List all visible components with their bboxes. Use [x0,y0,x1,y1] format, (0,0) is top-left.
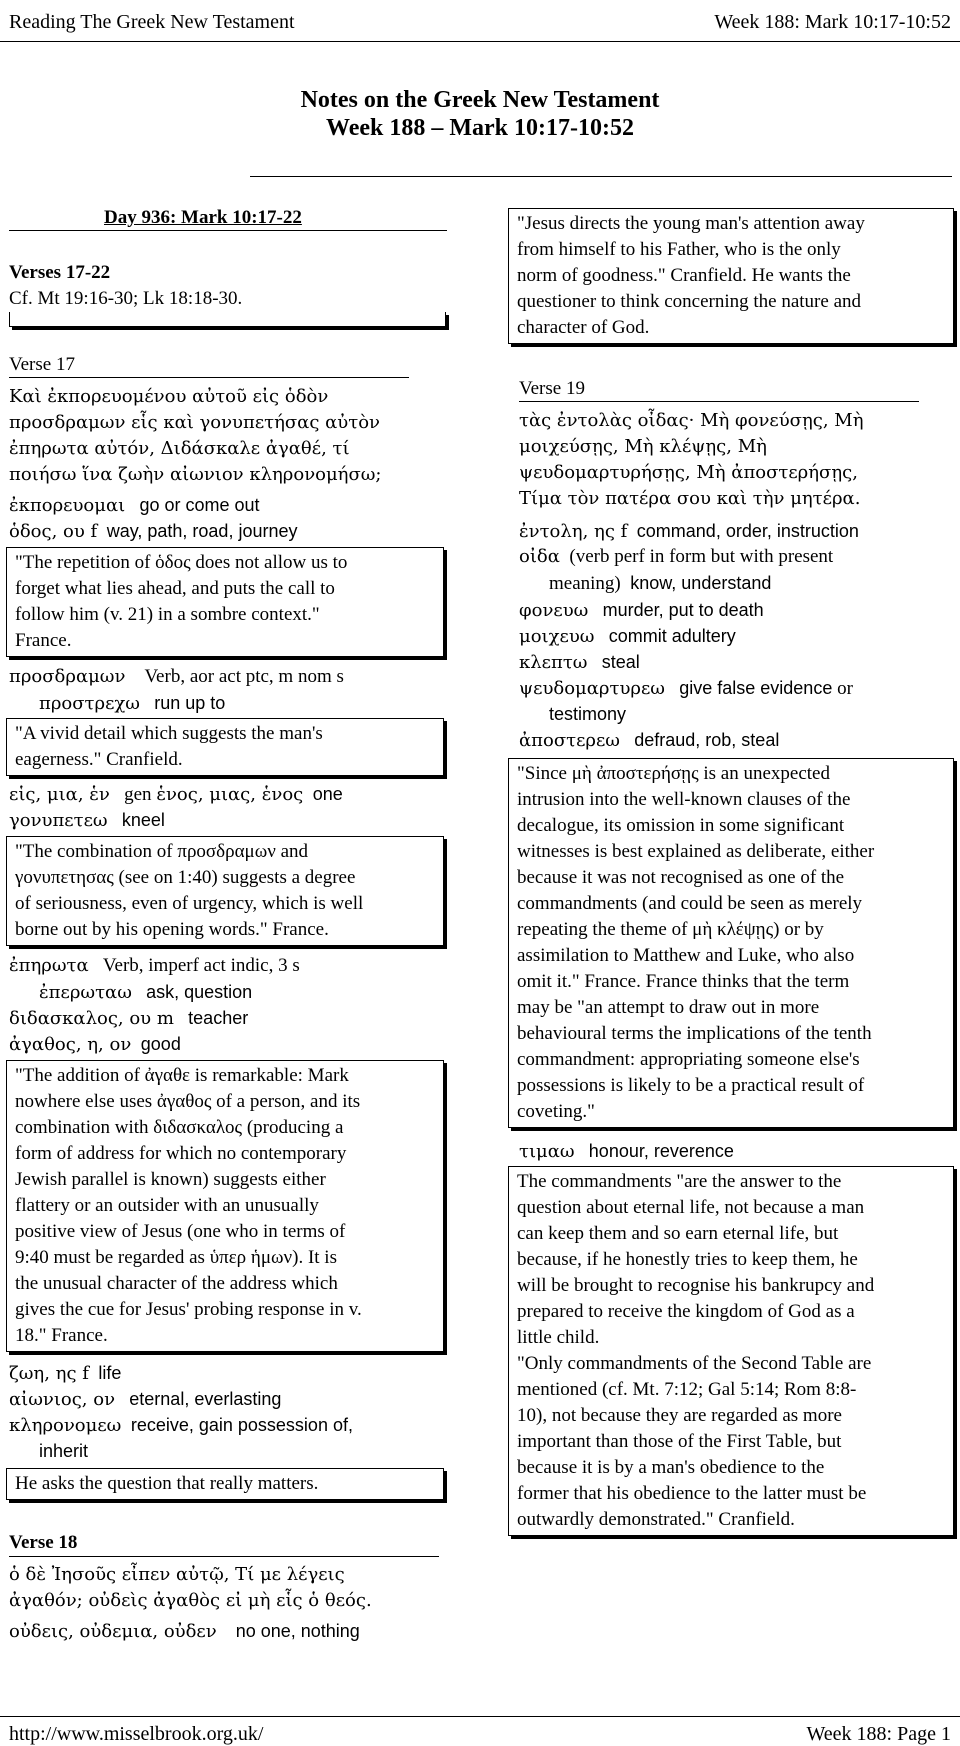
vocab-entry: ἐπερωταω ask, question [39,982,253,1003]
vocab-entry: ἐπηρωτα Verb, imperf act indic, 3 s [9,955,300,976]
vocab-entry: ψευδομαρτυρεω give false evidence or [519,678,853,699]
cf-reference: Cf. Mt 19:16-30; Lk 18:18-30. [9,288,243,309]
vocab-entry: ἐντολη, ης f command, order, instruction [519,521,859,542]
quote-box: The commandments "are the answer to the question about eternal life, not because a man can keep them and so earn eternal life, but because, if he honestly tries to keep them, he will be brought to recognise his bankrupcy and prepared to receive the kingdom of God as a little child. "Only commandments of the Second Table are mentioned (cf. Mt. 7:12; Gal 5:14; Rom 8:8- 10), not because they are regarded as more important than those of the First Table, but because it is by a man's obedience to the former that his obedience to the latter must be outwardly demonstrated." Cranfield. [508,1166,954,1536]
title-line2: Week 188 – Mark 10:17-10:52 [326,115,634,141]
vocab-entry: ὁδος, ου f way, path, road, journey [9,521,298,542]
vocab-entry: testimony [549,704,627,724]
verse17-heading: Verse 17 [9,354,75,375]
vocab-entry: προστρεχω run up to [39,693,226,714]
quote-box: "The repetition of ὁδος does not allow us to forget what lies ahead, and puts the call to follow him (v. 21) in a sombre context." France. [6,547,444,657]
left-column [9,205,449,267]
quote-box: He asks the question that really matters. [6,1468,444,1500]
vocab-entry: τιμαω honour, reverence [519,1141,734,1162]
vocab-entry: meaning) know, understand [549,573,772,594]
vocab-entry: προσδραμων Verb, aor act ptc, m nom s [9,666,344,687]
vocab-entry: ἀγαθος, η, ον good [9,1034,181,1055]
vocab-entry: φονευω murder, put to death [519,600,764,621]
cf-box [9,312,446,327]
vocab-entry: οἰδα (verb perf in form but with present [519,546,834,567]
verse17-rule [9,377,409,378]
title-rule [250,176,952,177]
header-right: Week 188: Mark 10:17-10:52 [714,11,951,33]
quote-box: "The addition of ἀγαθε is remarkable: Mark nowhere else uses ἀγαθος of a person, and its combination with διδασκαλος (producing a form of address for which no contemporary Jewish parallel is known) suggests either flattery or an outsider with an unusually positive view of Jesus (one who in terms of 9:40 must be regarded as ὑπερ ἡμων). It is the unusual character of the address which gives the cue for Jesus' probing response in v. 18." France. [6,1060,444,1352]
vocab-entry: εἱς, μια, ἑν gen ἑνος, μιας, ἑνος one [9,784,343,805]
verse18-rule [9,1556,439,1557]
vocab-entry: κληρονομεω receive, gain possession of, [9,1415,353,1436]
quote-box: "Jesus directs the young man's attention away from himself to his Father, who is the only norm of goodness." Cranfield. He wants the questioner to think concerning the nature and character of God. [508,208,954,344]
vocab-entry: διδασκαλος, ου m teacher [9,1008,249,1029]
vocab-entry: γονυπετεω kneel [9,810,165,831]
header-left: Reading The Greek New Testament [9,11,295,33]
verse19-text: τὰς ἐντολὰς οἶδας· Μὴ φονεύσῃς, Μὴ μοιχεύσῃς, Μὴ κλέψῃς, Μὴ ψευδομαρτυρήσῃς, Μὴ ἀποστερήσῃς, Τίμα τὸν πατέρα σου καὶ τὴν μητέρα. [519,410,864,509]
page-header [0,2,960,42]
verse19-heading: Verse 19 [519,378,585,399]
vocab-entry: οὐδεις, οὐδεμια, οὐδεν no one, nothing [9,1621,360,1642]
vocab-entry: κλεπτω steal [519,652,640,673]
quote-box: "Since μὴ ἀποστερήσῃς is an unexpected intrusion into the well-known clauses of the decalogue, its omission in some significant witnesses is best explained as deliberate, either because it was not recognised as one of the commandments (and could be seen as merely repeating the theme of μὴ κλέψῃς) or by assimilation to Matthew and Luke, who also omit it." France. France thinks that the term may be "an attempt to draw out in more behavioural terms the implications of the tenth commandment: appropriating someone else's possessions is likely to be a practical result of coveting." [508,758,954,1128]
vocab-entry: ἀποστερεω defraud, rob, steal [519,730,780,751]
title-line1: Notes on the Greek New Testament [300,87,660,113]
vocab-entry: inherit [39,1441,89,1461]
footer-url[interactable]: http://www.misselbrook.org.uk/ [9,1723,264,1745]
quote-box: "A vivid detail which suggests the man's eagerness." Cranfield. [6,718,444,776]
vocab-entry: μοιχευω commit adultery [519,626,736,647]
verse19-rule [519,401,919,402]
page-title [0,86,960,142]
vocab-entry: ζωη, ης f life [9,1363,122,1384]
verse18-heading: Verse 18 [9,1532,78,1553]
verse17-text: Καὶ ἐκπορευομένου αὐτοῦ εἰς ὁδὸν προσδραμων εἷς καὶ γονυπετήσας αὐτὸν ἐπηρωτα αὐτόν, Διδάσκαλε ἀγαθέ, τί ποιήσω ἵνα ζωὴν αἰωνιον κληρονομήσω; [9,386,382,485]
day-heading: Day 936: Mark 10:17-22 [104,207,302,228]
quote-box: "The combination of προσδραμων and γονυπετησας (see on 1:40) suggests a degree of seriousness, even of urgency, which is well borne out by his opening words." France. [6,836,444,946]
page-footer [0,1716,960,1746]
verse18-text: ὁ δὲ Ἰησοῦς εἶπεν αὐτῷ, Τί με λέγεις ἀγαθόν; οὐδεὶς ἀγαθὸς εἰ μὴ εἷς ὁ θεός. [9,1564,372,1611]
footer-page: Week 188: Page 1 [806,1723,951,1745]
verses-heading: Verses 17-22 [9,262,111,283]
vocab-entry: αἰωνιος, ον eternal, everlasting [9,1389,282,1410]
vocab-entry: ἐκπορευομαι go or come out [9,495,260,516]
